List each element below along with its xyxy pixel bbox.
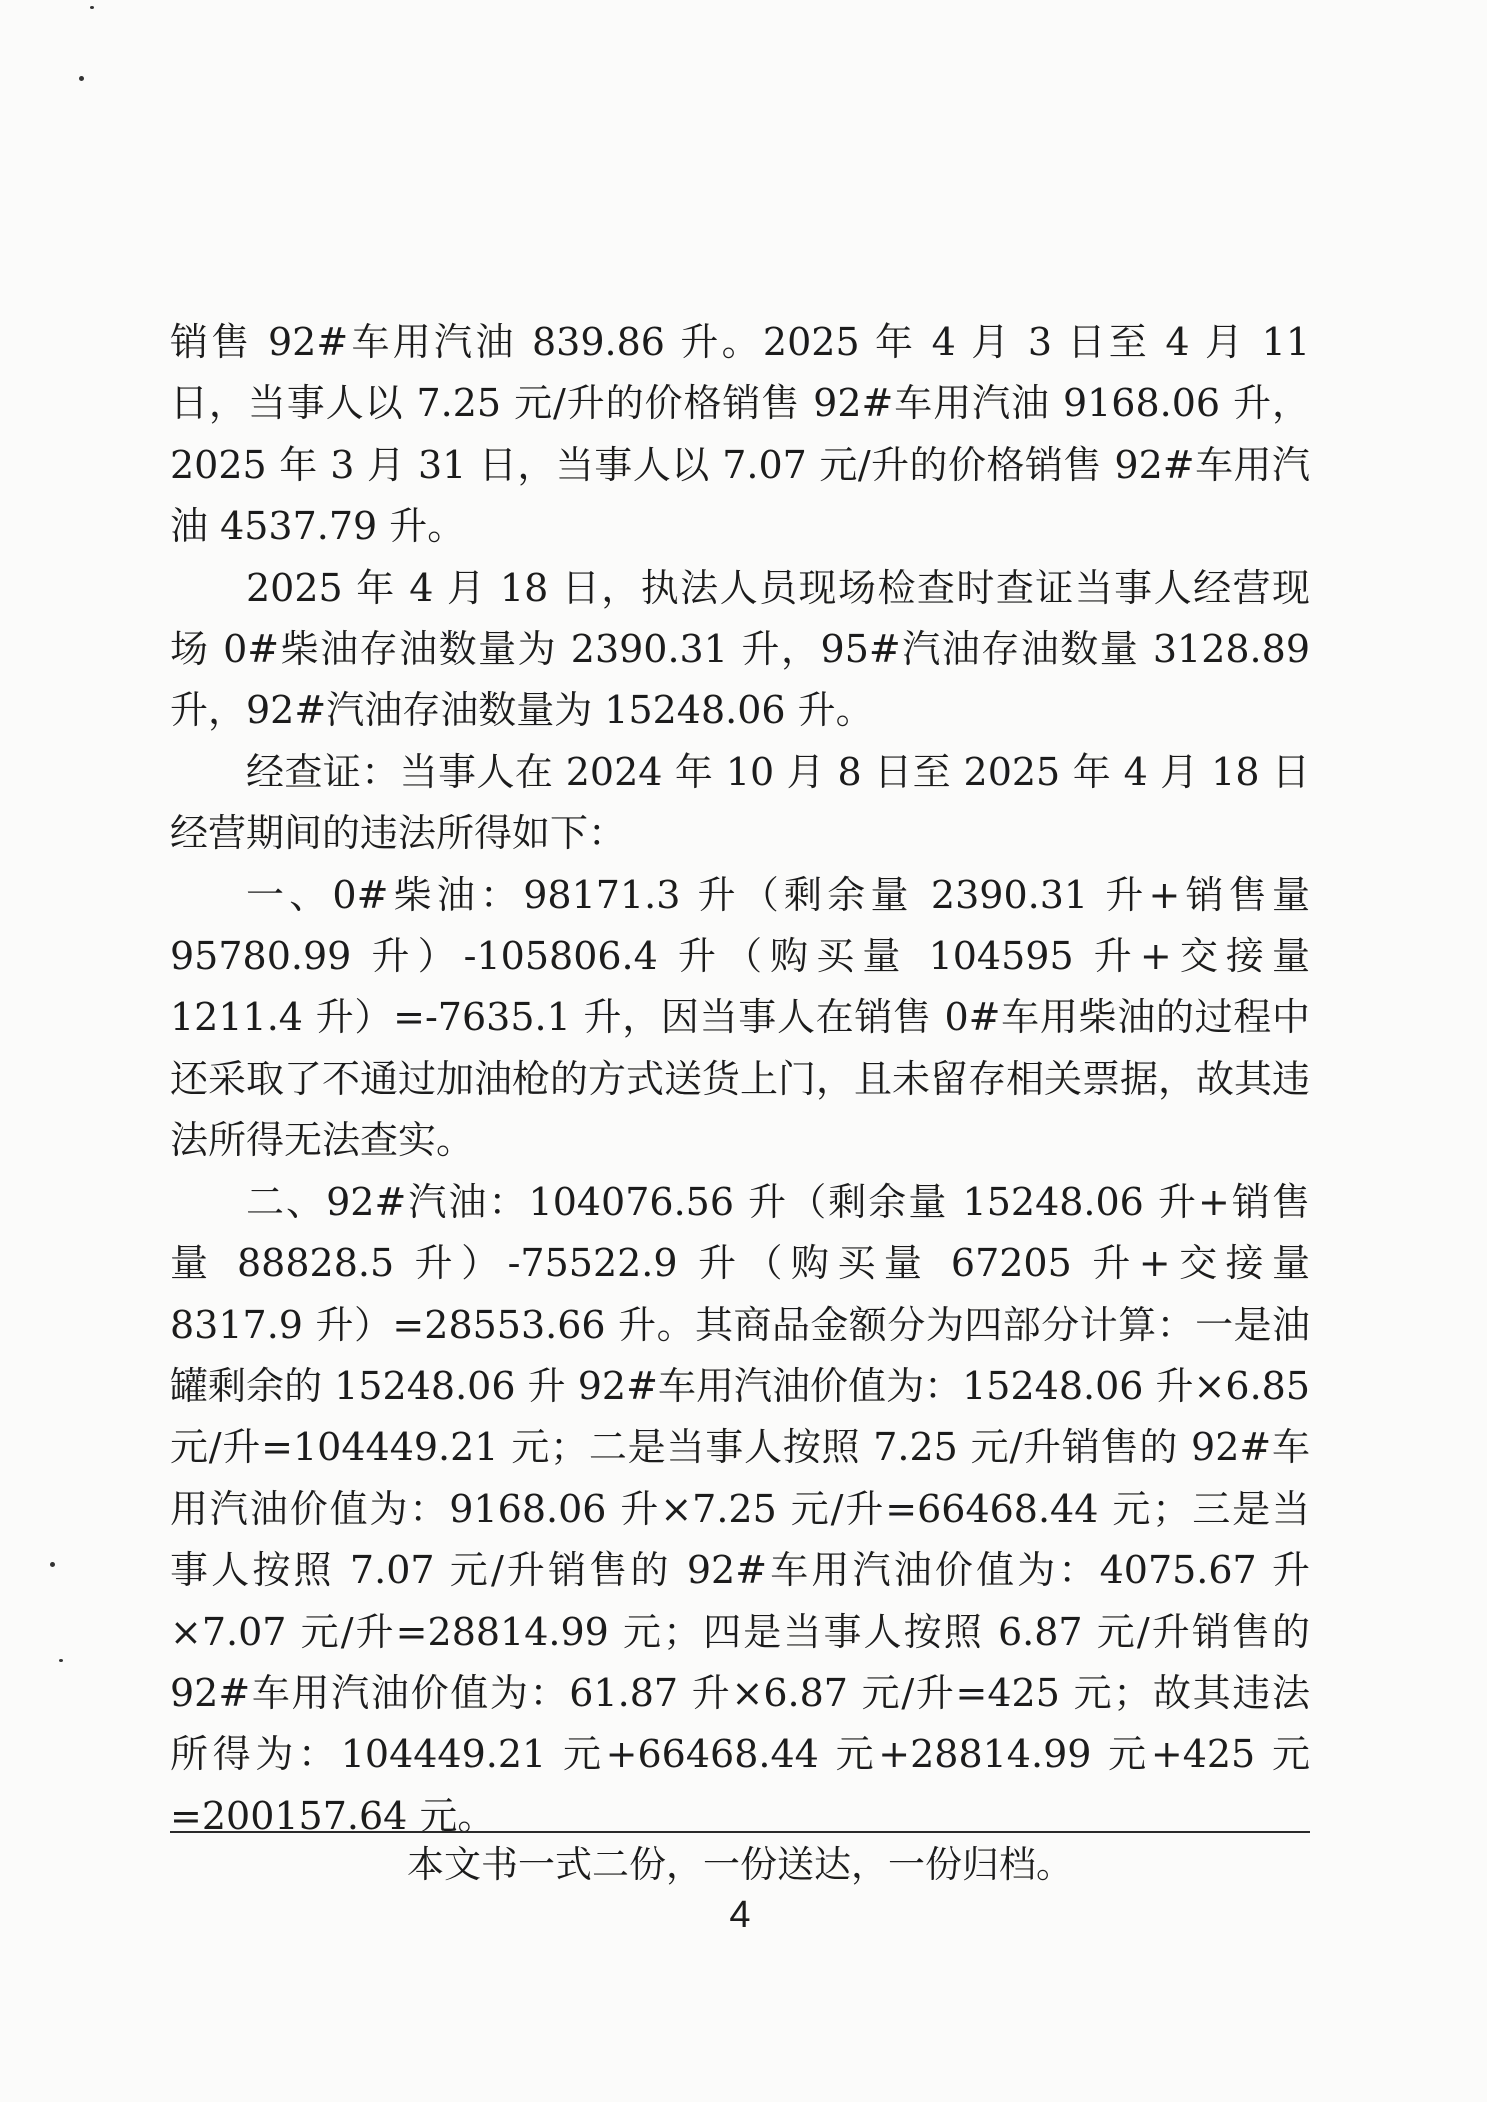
paragraph-inventory-check: 2025 年 4 月 18 日，执法人员现场检查时查证当事人经营现场 0#柴油存油数量为 2390.31 升，95#汽油存油数量 3128.89 升，92#汽油存油数量为 15248.06 升。 xyxy=(170,565,1310,733)
footer-note: 本文书一式二份，一份送达，一份归档。 xyxy=(407,1843,1073,1886)
scan-speck xyxy=(79,76,84,81)
paragraph-sales-summary: 销售 92#车用汽油 839.86 升。2025 年 4 月 3 日至 4 月 11 日，当事人以 7.25 元/升的价格销售 92#车用汽油 9168.06 升，2025 年 3 月 31 日，当事人以 7.07 元/升的价格销售 92#车用汽油 4537.79 升。 xyxy=(170,320,1310,549)
page-number: 4 xyxy=(729,1894,751,1936)
paragraph-findings-intro: 经查证：当事人在 2024 年 10 月 8 日至 2025 年 4 月 18 日经营期间的违法所得如下： xyxy=(170,749,1310,856)
document-body xyxy=(170,312,1310,1847)
footer-divider xyxy=(170,1831,1310,1833)
scan-speck xyxy=(90,6,94,9)
paragraph-gasoline-calculation: 二、92#汽油：104076.56 升（剩余量 15248.06 升+销售量 88828.5 升）-75522.9 升（购买量 67205 升+交接量 8317.9 升）=28553.66 升。其商品金额分为四部分计算：一是油罐剩余的 15248.06 升 92#车用汽油价值为：15248.06 升×6.85 元/升=104449.21 元；二是当事人按照 7.25 元/升销售的 92#车用汽油价值为：9168.06 升×7.25 元/升=66468.44 元；三是当事人按照 7.07 元/升销售的 92#车用汽油价值为：4075.67 升×7.07 元/升=28814.99 元；四是当事人按照 6.87 元/升销售的 92#车用汽油价值为：61.87 升×6.87 元/升=425 元；故其违法所得为：104449.21 元+66468.44 元+28814.99 元+425 元=200157.64 元。 xyxy=(170,1179,1310,1838)
scan-speck xyxy=(50,1562,55,1567)
paragraph-diesel-calculation: 一、0#柴油：98171.3 升（剩余量 2390.31 升+销售量 95780.99 升）-105806.4 升（购买量 104595 升+交接量 1211.4 升）=-7635.1 升，因当事人在销售 0#车用柴油的过程中还采取了不通过加油枪的方式送货上门，且未留存相关票据，故其违法所得无法查实。 xyxy=(170,872,1311,1163)
scan-speck xyxy=(59,1659,63,1662)
